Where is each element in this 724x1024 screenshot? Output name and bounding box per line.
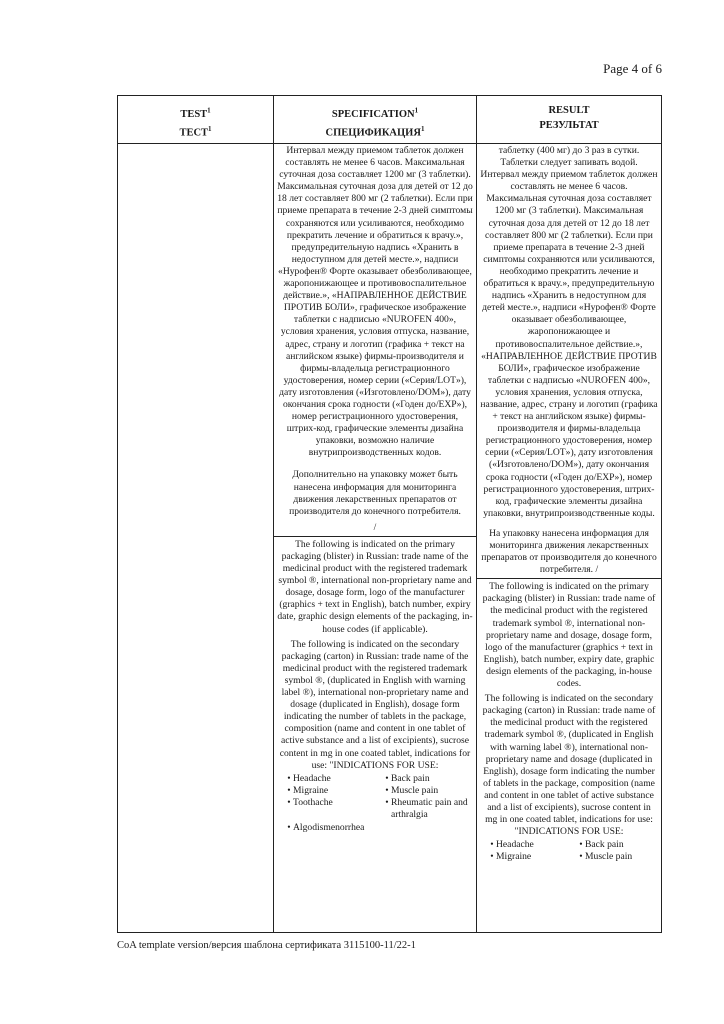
list-item: • Algodismenorrhea xyxy=(293,822,473,834)
test-cell xyxy=(118,144,273,932)
result-en-secondary: The following is indicated on the secondary packaging (carton) in Russian: trade name of the medicinal product with the registered trademark symbol ®, (duplicated in English with warning label ®), international non-proprietary name and dosage (duplicated in English), dosage form indicating the number of tablets in the package, composition (name and content in one tablet of active substance and a list of excipients), sucrose content in mg in one coated tablet, indications for use: "INDICATIONS FOR USE: xyxy=(482,693,656,838)
coa-table xyxy=(117,95,662,933)
list-item: • Back pain xyxy=(585,839,658,851)
spec-indications-list-last xyxy=(277,822,473,834)
header-test-ru: ТЕСТ$^1$ xyxy=(179,124,212,138)
footer-template-version: CoA template version/версия шаблона сертификата 3115100-11/22-1 xyxy=(117,940,416,951)
header-spec-en: SPECIFICATION$^1$ xyxy=(331,106,419,120)
list-item: • Muscle pain xyxy=(391,785,473,797)
result-en-primary: The following is indicated on the primary packaging (blister) in Russian: trade name of the medicinal product with the registered trademark symbol ®, international non-proprietary name and dosage, dosage form, logo of the manufacturer (graphics + text in English), batch number, expiry date, graphic design elements of the packaging, in-house codes. xyxy=(482,581,656,690)
page-number: Page 4 of 6 xyxy=(603,61,662,76)
result-ru-additional: На упаковку нанесена информация для мониторинга движения лекарственных препаратов от производителя до конечного потребителя. / xyxy=(481,527,657,576)
result-indications-list xyxy=(480,839,658,863)
list-item: • Migraine xyxy=(293,785,375,797)
header-result-en: RESULT xyxy=(548,105,590,116)
spec-divider xyxy=(274,536,476,537)
spec-ru-main: Интервал между приемом таблеток должен составлять не менее 6 часов. Максимальная суточная доза составляет 1200 мг (3 таблетки). Максимальная суточная доза для детей от 12 до 18 лет составляет 800 мг (2 таблетки). Если при приеме препарата в течение 2-3 дней симптомы сохраняются или усиливаются, необходимо прекратить лечение и обратиться к врачу.», предупредительную надпись «Хранить в недоступном для детей месте.», надписи «Нурофен® Форте оказывает обезболивающее, жаропонижающее и противовоспалительное действие.», «НАПРАВЛЕННОЕ ДЕЙСТВИЕ ПРОТИВ БОЛИ», графическое изображение таблетки с надписью «NUROFEN 400», условия хранения, условия отпуска, название, адрес, страну и логотип (графика + текст на английском языке) фирмы-производителя и фирмы-владельца регистрационного удостоверения, номер серии («Серия/LOT»), дату изготовления («Изготовлено/DOM»), дату окончания срока годности («Годен до/EXP»), номер регистрационного удостоверения, штрих-код, графические элементы дизайна упаковки, возможно наличие внутрипроизводственных кодов. xyxy=(277,145,473,459)
spec-en-primary: The following is indicated on the primary packaging (blister) in Russian: trade name of the medicinal product with the registered trademark symbol ®, international non-proprietary name and dosage, dosage form, logo of the manufacturer (graphics + text in English), batch number, expiry date, graphic design elements of the packaging, in-house codes (if applicable). xyxy=(277,538,473,635)
header-specification xyxy=(273,96,476,144)
spec-slash: / xyxy=(373,521,377,533)
list-item: • Back pain xyxy=(391,773,473,785)
header-test xyxy=(118,96,273,144)
result-ru-main: таблетку (400 мг) до 3 раз в сутки. Таблетки следует запивать водой. Интервал между приемом таблеток должен составлять не менее 6 часов. Максимальная суточная доза составляет 1200 мг (3 таблетки). Максимальная суточная доза для детей от 12 до 18 лет составляет 800 мг (2 таблетки). Если при приеме препарата в течение 2-3 дней симптомы сохраняются или усиливаются, необходимо прекратить лечение и обратиться к врачу.», предупредительную надпись «Хранить в недоступном для детей месте.», надписи «Нурофен® Форте оказывает обезболивающее, жаропонижающее и противовоспалительное действие.», «НАПРАВЛЕННОЕ ДЕЙСТВИЕ ПРОТИВ БОЛИ», графическое изображение таблетки с надписью «NUROFEN 400», условия хранения, условия отпуска, название, адрес, страну и логотип (графика + текст на английском языке) фирмы-производителя и фирмы-владельца регистрационного удостоверения, номер серии («Серия/LOT»), дату изготовления («Изготовлено/DOM»), дату окончания срока годности («Годен до/EXP»), номер регистрационного удостоверения, штрих-код, графические элементы дизайна упаковки, внутрипроизводственные коды. xyxy=(480,145,658,519)
result-divider xyxy=(477,578,661,579)
specification-cell xyxy=(273,144,476,932)
list-item: • Headache xyxy=(293,773,375,785)
header-result xyxy=(476,96,661,144)
list-item: • Migraine xyxy=(496,851,569,863)
header-spec-ru: СПЕЦИФИКАЦИЯ$^1$ xyxy=(325,124,425,138)
header-result-ru: РЕЗУЛЬТАТ xyxy=(539,120,599,131)
list-item: • Toothache xyxy=(293,797,375,809)
list-item: • Muscle pain xyxy=(585,851,658,863)
spec-ru-additional: Дополнительно на упаковку может быть нанесена информация для мониторинга движения лекарственных препаратов от производителя до конечного потребителя. xyxy=(289,469,461,517)
spec-indications-list xyxy=(277,773,473,821)
list-item: • Headache xyxy=(496,839,569,851)
list-item: • Rheumatic pain and arthralgia xyxy=(391,797,473,821)
spec-en-secondary: The following is indicated on the secondary packaging (carton) in Russian: trade name of the medicinal product with the registered trademark symbol ®, (duplicated in English with warning label ®), international non-proprietary name and dosage (duplicated in English), dosage form indicating the number of tablets in the package, composition (name and content in one tablet of active substance and a list of excipients), sucrose content in mg in one coated tablet, indications for use: "INDICATIONS FOR USE: xyxy=(279,638,471,771)
result-cell xyxy=(476,144,661,932)
header-test-en: TEST$^1$ xyxy=(180,106,211,120)
